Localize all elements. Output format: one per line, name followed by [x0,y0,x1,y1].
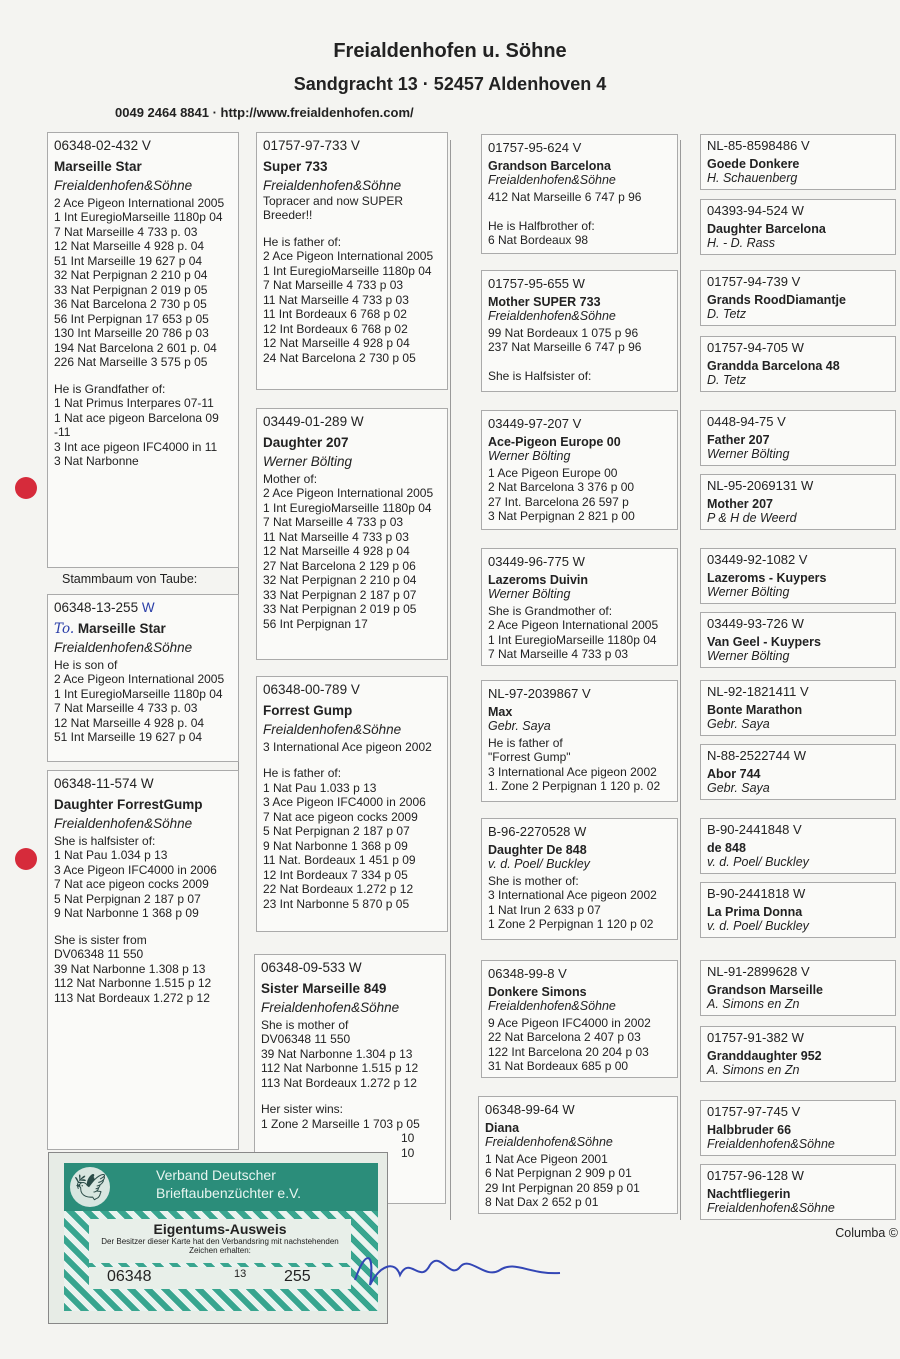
result-line: Topracer and now SUPER [263,193,404,208]
gen2-card-1 [256,408,448,660]
breeder-name: Gebr. Saya [707,781,770,795]
breeder-name: Freialdenhofen&Söhne [707,1201,835,1215]
result-line: 51 Int Marseille 19 627 p 04 [54,253,203,268]
result-line: 12 Nat Marseille 4 928 p. 04 [54,239,205,253]
ring-number: 03449-97-207 V [488,416,582,431]
result-line: 1 Int EuregioMarseille 1180p 04 [488,632,657,647]
ownership-card [48,1152,388,1324]
result-line: 9 Nat Narbonne 1 368 p 09 [263,838,408,853]
result-line: 12 Int Bordeaux 6 768 p 02 [263,321,408,336]
pigeon-name: Daughter Barcelona [707,221,826,236]
ring-number: B-90-2441818 W [707,886,806,901]
result-line: 2 Ace Pigeon International 2005 [263,249,434,263]
result-line: She is halfsister of: [54,833,156,848]
result-line: 10 [401,1131,415,1145]
pigeon-name: Grandda Barcelona 48 [707,358,840,373]
pigeon-name: Sister Marseille 849 [261,980,387,996]
result-line: 32 Nat Perpignan 2 210 p 04 [54,268,208,282]
result-line: He is son of [54,657,118,672]
ring-number: B-90-2441848 V [707,822,802,837]
card-ring-no: 255 [284,1268,311,1285]
pigeon-name: Abor 744 [707,766,761,781]
result-line: She is mother of: [488,873,579,888]
result-line: 1 Int EuregioMarseille 1180p 04 [263,500,432,515]
result-line [488,204,671,219]
result-line: 3 International Ace pigeon 2002 [488,764,657,779]
result-line: 226 Nat Marseille 3 575 p 05 [54,355,208,369]
result-line: 1 Zone 2 Marseille 1 703 p 05 [261,1116,420,1131]
gen3-card-5 [481,818,678,940]
result-line: 1 Nat Irun 2 633 p 07 [488,902,601,917]
result-line: 56 Int Perpignan 17 653 p 05 [54,311,209,326]
result-line: 2 Ace Pigeon International 2005 [488,618,659,632]
breeder-name: Freialdenhofen&Söhne [261,1000,400,1015]
breeder-name: Freialdenhofen&Söhne [263,178,402,193]
result-line: 6 Nat Bordeaux 98 [488,233,589,247]
result-line: 11 Nat Marseille 4 733 p 03 [263,529,409,544]
result-line: 5 Nat Perpignan 2 187 p 07 [263,824,410,838]
ring-number: NL-91-2899628 V [707,964,810,979]
ring-number: 0448-94-75 V [707,414,786,429]
pigeon-name: Bonte Marathon [707,702,803,717]
result-line: 194 Nat Barcelona 2 601 p. 04 [54,340,217,355]
breeder-name: Werner Bölting [488,587,571,601]
pigeon-name: Max [488,704,513,719]
pigeon-name: Diana [485,1120,520,1135]
gen2-card-2 [256,676,448,932]
result-line: 33 Nat Perpignan 2 019 p 05 [263,602,417,616]
breeder-name: Freialdenhofen&Söhne [488,173,616,187]
result-line: 32 Nat Perpignan 2 210 p 04 [263,573,417,587]
ring-number: NL-85-8598486 V [707,138,810,153]
ring-number: 03449-92-1082 V [707,552,808,567]
result-line: 36 Nat Barcelona 2 730 p 05 [54,297,207,311]
result-line: 23 Int Narbonne 5 870 p 05 [263,896,410,911]
result-line: He is father of: [263,234,342,249]
red-dot-marker [15,477,37,499]
result-line: 2 Ace Pigeon International 2005 [263,486,434,500]
pigeon-name: Halbbruder 66 [707,1122,792,1137]
pigeon-name: Forrest Gump [263,702,353,718]
result-line: 1 Zone 2 Perpignan 1 120 p 02 [488,917,654,931]
breeder-name: Freialdenhofen&Söhne [54,178,193,193]
pigeon-name: Daughter De 848 [488,842,587,857]
gen4-card-11 [700,882,896,938]
gen4-card-2 [700,270,896,326]
result-line: 9 Nat Narbonne 1 368 p 09 [54,906,199,920]
gen3-card-7 [478,1096,678,1214]
ring-number: 01757-94-739 V [707,274,801,289]
breeder-name: Werner Bölting [707,585,790,599]
pigeon-name: Grands RoodDiamantje [707,292,846,307]
mother-card [47,770,239,1150]
pigeon-logo-icon: 🕊 [70,1167,110,1207]
result-line: 2 Nat Barcelona 3 376 p 00 [488,480,635,494]
ring-number: 03449-01-289 W [263,414,364,429]
ring-number: B-96-2270528 W [488,824,587,839]
result-line: 122 Int Barcelona 20 204 p 03 [488,1044,649,1059]
gen4-card-4 [700,410,896,466]
result-line: "Forrest Gump" [488,750,571,764]
breeder-name: D. Tetz [707,307,747,321]
pigeon-name: Granddaughter 952 [707,1048,822,1063]
result-line: She is Grandmother of: [488,603,613,618]
breeder-name: Werner Bölting [707,649,790,663]
breeder-name: A. Simons en Zn [707,997,800,1011]
result-line: 5 Nat Perpignan 2 187 p 07 [54,891,201,906]
result-line: 7 Nat Marseille 4 733 p 03 [263,515,404,529]
result-line: 8 Nat Dax 2 652 p 01 [485,1195,599,1209]
result-line: 12 Nat Marseille 4 928 p. 04 [54,715,205,730]
result-line: She is Halfsister of: [488,369,592,383]
handwritten-prefix: To. [54,620,75,637]
result-line: 22 Nat Bordeaux 1.272 p 12 [263,882,414,896]
ring-number: NL-95-2069131 W [707,478,814,493]
result-line: 1 Int EuregioMarseille 1180p 04 [263,263,432,278]
gen3-card-2 [481,410,678,530]
result-line: 12 Nat Marseille 4 928 p 04 [263,336,410,350]
breeder-name: H. Schauenberg [707,171,798,185]
result-line: 1 Nat Pau 1.033 p 13 [263,780,377,795]
result-line: 7 Nat Marseille 4 733 p. 03 [54,701,198,715]
card-subtitle: Der Besitzer dieser Karte hat den Verbandsring mit nachstehenden Zeichen erhalten: [101,1237,339,1255]
breeder-name: v. d. Poel/ Buckley [707,855,809,869]
result-line: 6 Nat Perpignan 2 909 p 01 [485,1166,632,1180]
gen4-card-1 [700,199,896,255]
gen4-card-15 [700,1164,896,1220]
result-line: 3 International Ace pigeon 2002 [263,739,432,754]
card-org-line1: Verband Deutscher [156,1167,276,1183]
subject-label: Stammbaum von Taube: [62,572,198,586]
result-line: 1. Zone 2 Perpignan 1 120 p. 02 [488,779,661,793]
pigeon-name: Grandson Marseille [707,982,824,997]
ring-number: 01757-96-128 W [707,1168,804,1183]
ring-number: 04393-94-524 W [707,203,804,218]
breeder-name: P & H de Weerd [707,511,797,525]
result-line: 9 Ace Pigeon IFC4000 in 2002 [488,1015,651,1030]
result-line: 99 Nat Bordeaux 1 075 p 96 [488,325,639,340]
result-line: He is Grandfather of: [54,381,166,396]
result-line: 3 International Ace pigeon 2002 [488,888,657,902]
breeder-name: Freialdenhofen&Söhne [488,999,616,1013]
card-title: Eigentums-Ausweis [153,1221,287,1237]
result-line: 1 Int EuregioMarseille 1180p 04 [54,210,223,224]
ring-sex: W [141,600,155,615]
breeder-name: v. d. Poel/ Buckley [488,857,590,871]
columba-credit: Columba © [835,1226,898,1240]
ring-number: 01757-95-655 W [488,276,585,291]
result-line: 7 Nat Marseille 4 733 p. 03 [54,224,198,239]
breeder-name: Gebr. Saya [488,719,551,733]
result-line: 113 Nat Bordeaux 1.272 p 12 [261,1075,417,1090]
father-card [47,132,239,568]
card-year: 13 [234,1268,247,1280]
gen4-card-3 [700,336,896,392]
result-line: 112 Nat Narbonne 1.515 p 12 [54,976,212,990]
pigeon-name: Nachtfliegerin [707,1186,791,1201]
result-line: DV06348 11 550 [54,947,144,961]
result-line: 51 Int Marseille 19 627 p 04 [54,730,203,744]
ring-number: 03449-93-726 W [707,616,804,631]
gen4-card-14 [700,1100,896,1156]
pigeon-name: Lazeroms - Kuypers [707,570,827,585]
result-line: 112 Nat Narbonne 1.515 p 12 [261,1061,419,1075]
pigeon-name: Mother SUPER 733 [488,294,601,309]
result-line: 24 Nat Barcelona 2 730 p 05 [263,350,416,365]
pigeon-name: de 848 [707,840,746,855]
result-line: 31 Nat Bordeaux 685 p 00 [488,1059,629,1073]
result-line: 10 [401,1145,415,1160]
result-line: 1 Int EuregioMarseille 1180p 04 [54,686,223,701]
gen4-card-12 [700,960,896,1016]
ring-number: 06348-13-255 [54,600,139,615]
result-line: She is sister from [54,932,147,947]
ring-number: 01757-95-624 V [488,140,582,155]
breeder-name: D. Tetz [707,373,747,387]
connector-line [680,140,681,1220]
result-line: Breeder!! [263,208,313,222]
result-line: 12 Nat Marseille 4 928 p 04 [263,544,410,558]
result-line: 7 Nat Marseille 4 733 p 03 [488,647,629,661]
gen4-card-13 [700,1026,896,1082]
card-ring-number [89,1267,351,1289]
result-line: 1 Nat Primus Interpares 07-11 [54,396,214,410]
gen4-card-8 [700,680,896,736]
ring-number: 06348-09-533 W [261,960,362,975]
result-line: He is father of: [263,766,342,780]
ring-number: 06348-99-8 V [488,966,567,981]
result-line: 7 Nat ace pigeon cocks 2009 [263,809,418,824]
pigeon-name: Marseille Star [77,620,166,636]
result-line: 2 Ace Pigeon International 2005 [54,672,225,686]
result-line: 7 Nat Marseille 4 733 p 03 [263,278,404,292]
ring-number: 06348-99-64 W [485,1102,575,1117]
red-dot-marker [15,848,37,870]
breeder-name: v. d. Poel/ Buckley [707,919,809,933]
result-line: 33 Nat Perpignan 2 019 p 05 [54,282,208,297]
result-line: 412 Nat Marseille 6 747 p 96 [488,189,642,204]
connector-line [450,140,451,1220]
gen4-card-10 [700,818,896,874]
result-line: 11 Nat Marseille 4 733 p 03 [263,292,409,307]
card-number: 06348 [107,1268,152,1285]
result-line: 3 Ace Pigeon IFC4000 in 2006 [54,862,217,877]
result-line: 2 Ace Pigeon International 2005 [54,195,225,210]
result-line: 56 Int Perpignan 17 [263,616,368,631]
result-line: 12 Int Bordeaux 7 334 p 05 [263,867,408,882]
result-line: 29 Int Perpignan 20 859 p 01 [485,1180,640,1195]
breeder-name: Freialdenhofen&Söhne [488,309,616,323]
ring-number: NL-92-1821411 V [707,684,809,699]
ring-number: 06348-02-432 V [54,138,151,153]
breeder-name: Werner Bölting [707,447,790,461]
breeder-address: Sandgracht 13 · 52457 Aldenhoven 4 [293,74,607,94]
result-line: 11 Nat. Bordeaux 1 451 p 09 [263,853,416,867]
ring-number: 01757-94-705 W [707,340,804,355]
breeder-name: Werner Bölting [488,449,571,463]
card-org-line2: Brieftaubenzüchter e.V. [156,1185,302,1201]
card-header [64,1163,378,1211]
gen4-card-0 [700,134,896,190]
ring-number: 03449-96-775 W [488,554,585,569]
breeder-name: Freialdenhofen&Söhne [263,722,402,737]
result-line: 1 Nat Ace Pigeon 2001 [485,1151,608,1166]
breeder-name: Gebr. Saya [707,717,770,731]
result-line: 237 Nat Marseille 6 747 p 96 [488,340,642,354]
ring-number: N-88-2522744 W [707,748,806,763]
result-line: 3 Ace Pigeon IFC4000 in 2006 [263,795,426,809]
pigeon-name: Van Geel - Kuypers [707,634,821,649]
ring-number: 01757-91-382 W [707,1030,804,1045]
gen4-card-5 [700,474,896,530]
breeder-name: Freialdenhofen&Söhne [485,1135,613,1149]
result-line: 3 Int ace pigeon IFC4000 in 11 [54,439,218,454]
gen3-card-3 [481,548,678,666]
gen4-card-7 [700,612,896,668]
result-line: She is mother of [261,1017,349,1032]
subject-card [47,594,239,762]
result-line: 1 Ace Pigeon Europe 00 [488,465,618,480]
result-line: Mother of: [263,471,318,486]
result-line: 113 Nat Bordeaux 1.272 p 12 [54,990,210,1005]
pigeon-name: Super 733 [263,158,328,174]
result-line: 1 Nat ace pigeon Barcelona 09 [54,410,219,425]
result-line: He is Halfbrother of: [488,218,595,233]
pigeon-name: Marseille Star [54,158,142,174]
result-line: 1 Nat Pau 1.034 p 13 [54,848,168,862]
gen3-card-1 [481,270,678,392]
result-line: 39 Nat Narbonne 1.308 p 13 [54,961,206,976]
result-line: 11 Int Bordeaux 6 768 p 02 [263,307,407,321]
result-line: DV06348 11 550 [261,1032,351,1046]
breeder-name: A. Simons en Zn [707,1063,800,1077]
result-line: 33 Nat Perpignan 2 187 p 07 [263,587,417,602]
pigeon-name: Mother 207 [707,496,773,511]
gen4-card-6 [700,548,896,604]
handwritten-signature [350,1245,570,1295]
ring-number: 06348-00-789 V [263,682,360,697]
pigeon-name: Lazeroms Duivin [488,572,589,587]
pigeon-name: La Prima Donna [707,904,803,919]
result-line: 3 Nat Narbonne [54,454,139,468]
gen2-card-0 [256,132,448,390]
pigeon-name: Daughter ForrestGump [54,796,203,812]
pigeon-name: Father 207 [707,432,770,447]
gen4-card-9 [700,744,896,800]
result-line: 130 Int Marseille 20 786 p 03 [54,326,209,340]
result-line: 7 Nat ace pigeon cocks 2009 [54,877,209,891]
breeder-contact: 0049 2464 8841 · http://www.freialdenhofen.com/ [115,105,414,120]
result-line: 27 Int. Barcelona 26 597 p [488,494,629,509]
ring-number: 01757-97-745 V [707,1104,801,1119]
result-line: Her sister wins: [261,1102,344,1116]
pigeon-name: Daughter 207 [263,434,349,450]
gen3-card-0 [481,134,678,254]
gen3-card-4 [481,680,678,802]
result-line: 39 Nat Narbonne 1.304 p 13 [261,1046,413,1061]
ring-number: 01757-97-733 V [263,138,360,153]
pigeon-name: Donkere Simons [488,984,587,999]
ring-number: NL-97-2039867 V [488,686,591,701]
breeder-name: Freialdenhofen&Söhne [707,1137,835,1151]
result-line: He is father of [488,735,563,750]
breeder-name: H. - D. Rass [707,236,776,250]
result-line: 27 Nat Barcelona 2 129 p 06 [263,558,416,573]
pigeon-name: Ace-Pigeon Europe 00 [488,434,621,449]
pigeon-name: Goede Donkere [707,156,800,171]
breeder-title: Freialdenhofen u. Söhne [333,40,567,62]
breeder-name: Freialdenhofen&Söhne [54,816,193,831]
result-line: -11 [54,425,71,439]
card-title-box [89,1219,351,1263]
breeder-name: Freialdenhofen&Söhne [54,640,193,655]
result-line: 3 Nat Perpignan 2 821 p 00 [488,509,635,523]
result-line [488,355,671,370]
result-line: 22 Nat Barcelona 2 407 p 03 [488,1030,641,1044]
pigeon-name: Grandson Barcelona [488,158,611,173]
breeder-name: Werner Bölting [263,454,353,469]
ring-number: 06348-11-574 W [54,776,154,791]
gen3-card-6 [481,960,678,1078]
